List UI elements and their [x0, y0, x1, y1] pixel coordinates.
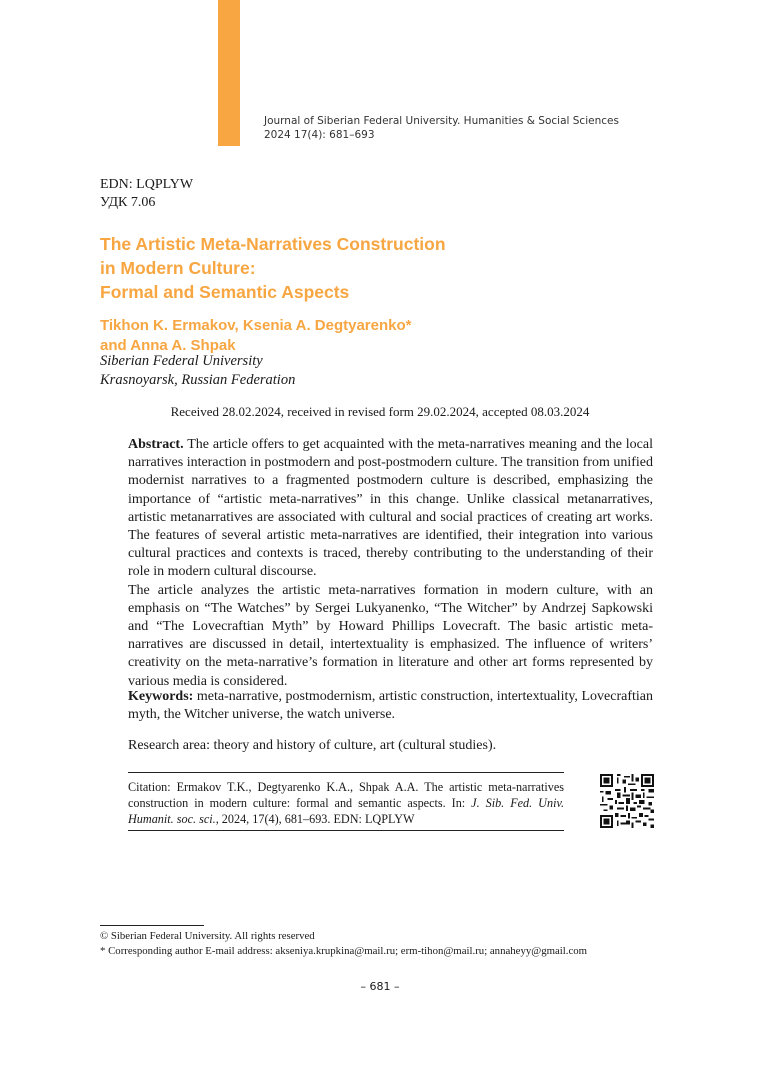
copyright-note: © Siberian Federal University. All rights reserved	[100, 930, 315, 942]
corresponding-author-note: * Corresponding author E-mail address: akseniya.krupkina@mail.ru; erm-tihon@mail.ru; annaheyy@gmail.com	[100, 945, 588, 957]
abstract-paragraph	[128, 436, 653, 582]
received-dates: Received 28.02.2024, received in revised form 29.02.2024, accepted 08.03.2024	[170, 404, 590, 419]
keywords-text: meta-narrative, postmodernism, artistic construction, intertextuality, Lovecraftian myth, the Witcher universe, the watch universe.	[128, 689, 653, 723]
abstract	[128, 436, 653, 691]
footnote-divider	[100, 925, 204, 926]
journal-header	[264, 114, 644, 142]
title-line: The Artistic Meta-Narratives Construction	[100, 234, 446, 254]
citation-suffix: , 2024, 17(4), 681–693. EDN: LQPLYW	[215, 812, 415, 826]
abstract-paragraph: The article analyzes the artistic meta-narratives formation in modern culture, with an emphasis on “The Watches” by Sergei Lukyanenko, “The Witcher” by Andrzej Sapkowski and “The Lovecraftian Myth” by Howard Phillips Lovecraft. The basic artistic meta-narratives are discussed in detail, intertextuality is emphasized. The influence of writers’ creativity on the meta-narrative’s formation in literature and other art forms represented by various media is considered.	[128, 582, 653, 689]
udk-code: УДК 7.06	[100, 195, 156, 210]
title-line: Formal and Semantic Aspects	[100, 282, 350, 302]
abstract-label: Abstract.	[128, 437, 184, 452]
authors	[100, 316, 660, 356]
page-number: – 681 –	[360, 980, 400, 993]
affiliation	[100, 352, 295, 389]
title-line: in Modern Culture:	[100, 258, 256, 278]
research-area: Research area: theory and history of culture, art (cultural studies).	[128, 738, 497, 753]
keywords	[128, 688, 653, 724]
citation-prefix: Citation: Ermakov T.K., Degtyarenko K.A., Shpak A.A. The artistic meta-narratives construction in modern culture: formal and semantic aspects. In:	[128, 780, 564, 810]
authors-line: Tikhon K. Ermakov, Ksenia A. Degtyarenko*	[100, 317, 412, 334]
journal-name: Journal of Siberian Federal University. Humanities & Social Sciences	[264, 115, 619, 127]
identifiers	[100, 176, 193, 212]
affiliation-university: Siberian Federal University	[100, 353, 263, 369]
citation-journal: J. Sib. Fed. Univ. Humanit. soc. sci.	[128, 796, 565, 826]
paper-title	[100, 232, 660, 304]
accent-bar	[218, 0, 240, 146]
affiliation-city: Krasnoyarsk, Russian Federation	[100, 371, 296, 388]
keywords-label: Keywords:	[128, 689, 194, 704]
qr-code-icon	[600, 774, 654, 828]
citation	[128, 772, 564, 831]
journal-issue: 2024 17(4): 681–693	[264, 129, 375, 141]
authors-line: and Anna A. Shpak	[100, 337, 236, 354]
footnotes	[100, 929, 700, 959]
abstract-text: The article offers to get acquainted with the meta-narratives meaning and the local narratives interaction in postmodern and post-postmodern culture. The transition from unified modernist narratives to a fragmented postmodern culture is described, emphasizing the importance of “artistic meta-narratives” in this change. Unlike classical metanarratives, artistic metanarratives are associated with cultural and social practices of creating art works. The features of several artistic meta-narratives are identified, their integration into various cultural practices and contexts is traced, thereby contributing to the understanding of their role in modern cultural discourse.	[128, 437, 653, 580]
edn-code: EDN: LQPLYW	[100, 177, 194, 192]
